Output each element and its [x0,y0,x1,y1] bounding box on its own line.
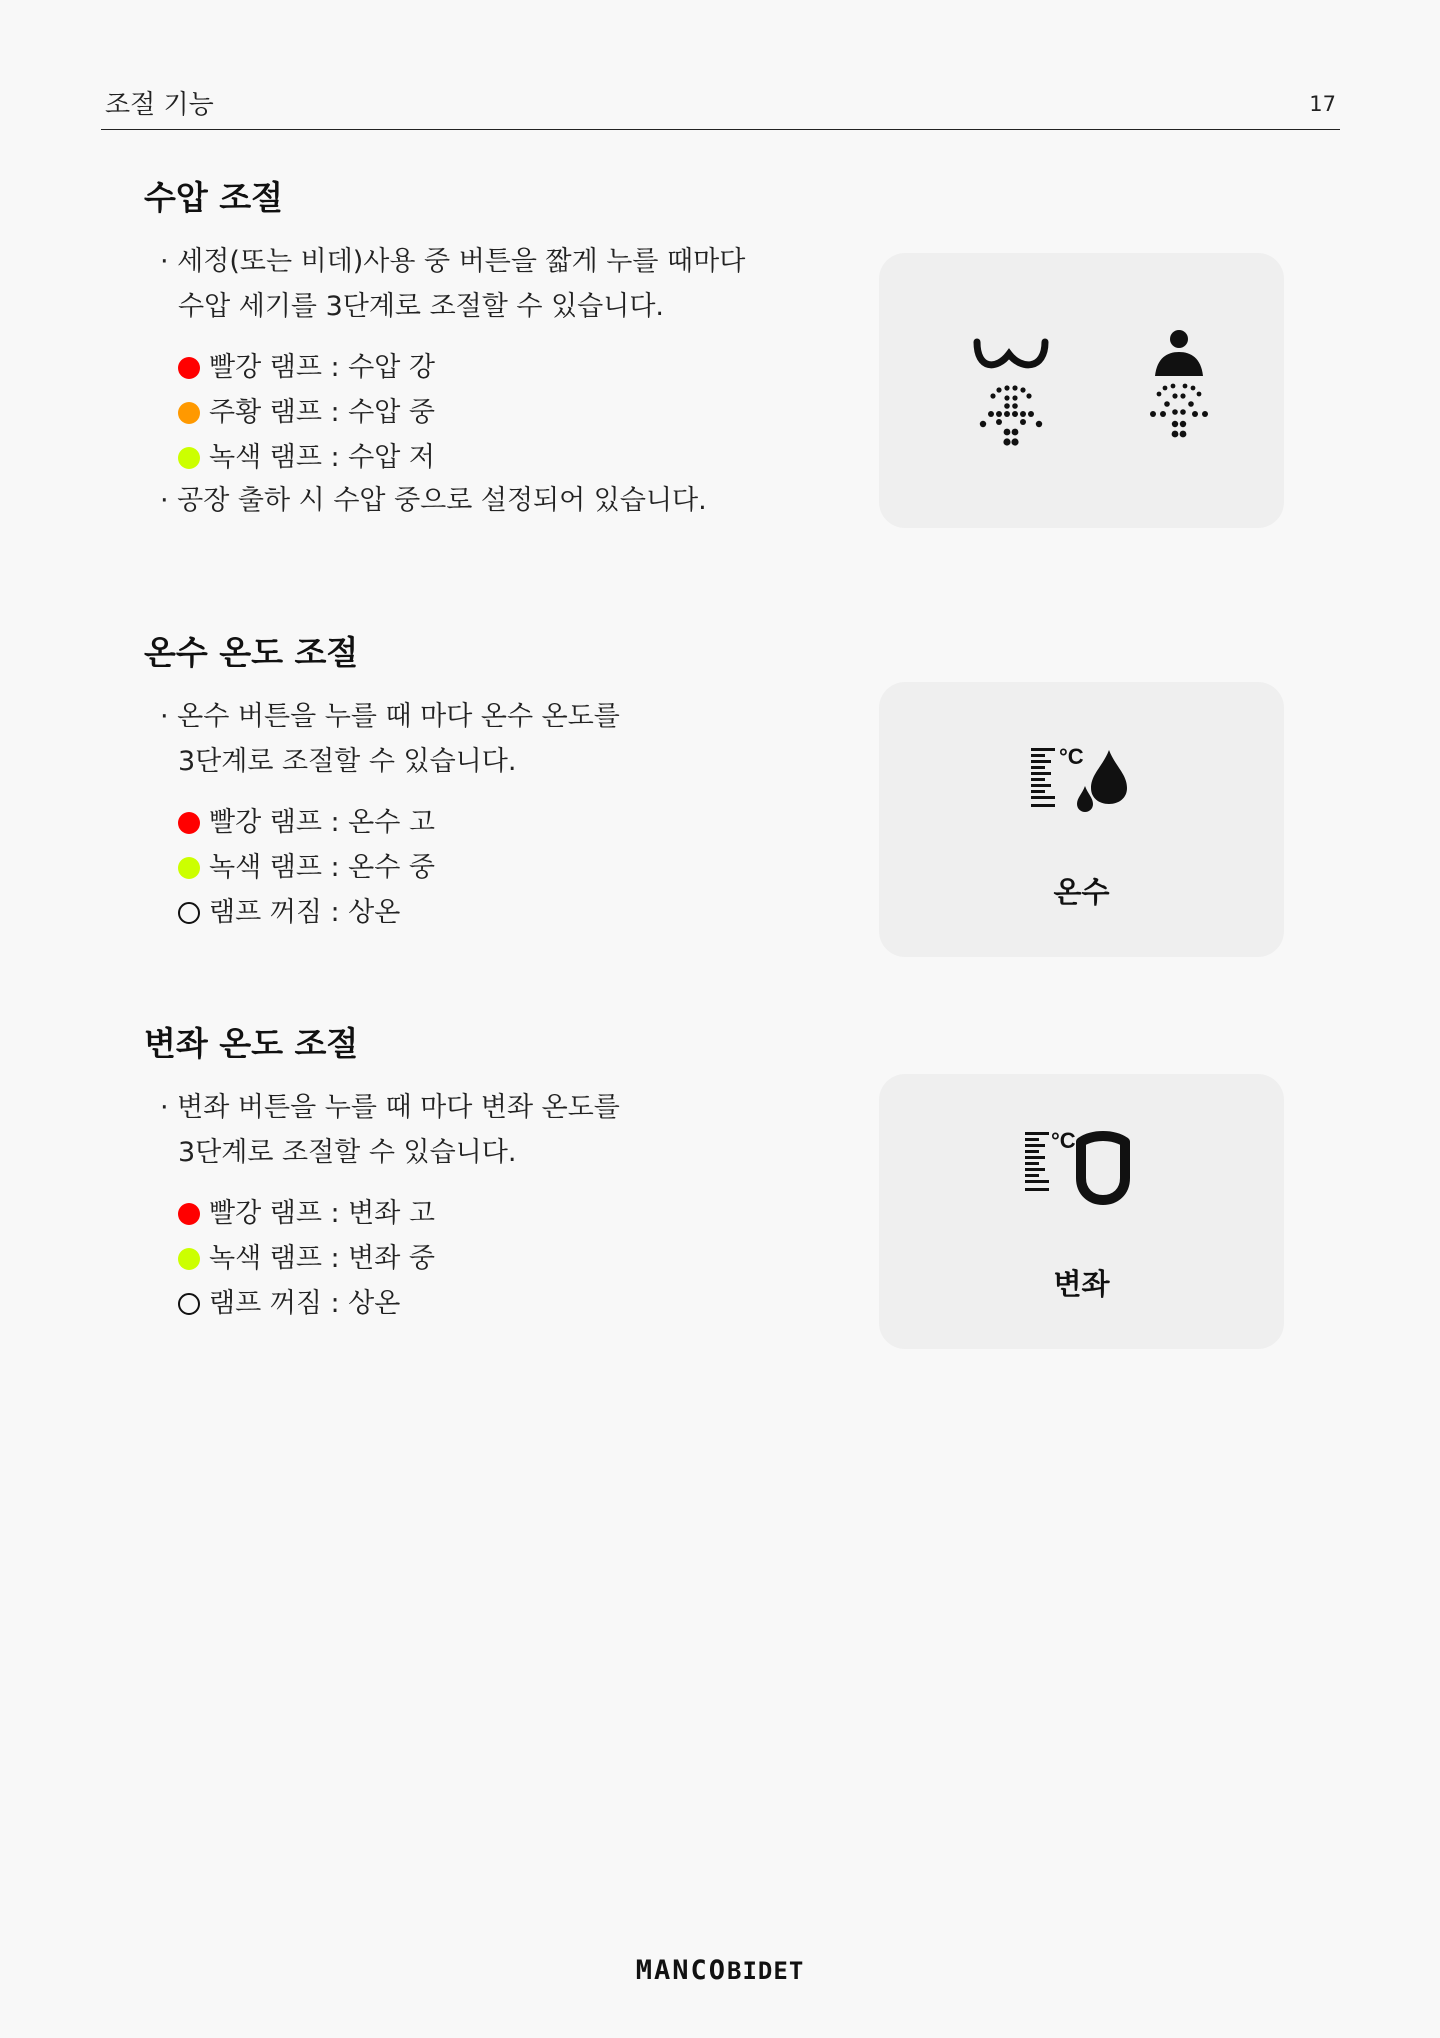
description-line-1: · 온수 버튼을 누를 때 마다 온수 온도를 [160,701,620,732]
water-pressure-card [879,253,1284,528]
lamp-text: 빨강 램프 : 수압 강 [209,352,436,383]
lamp-item [178,390,435,435]
description-line-1: · 변좌 버튼을 누를 때 마다 변좌 온도를 [160,1092,620,1123]
lamp-off-icon [178,1293,200,1315]
water-temperature-icon [1029,742,1149,832]
lamp-text: 녹색 램프 : 수압 저 [209,442,436,473]
lamp-item [178,845,435,890]
water-temperature-card [879,682,1284,957]
green-lamp-icon [178,1248,200,1270]
description [160,239,745,329]
lamp-text: 램프 꺼짐 : 상온 [209,897,401,928]
lamp-text: 주황 램프 : 수압 중 [209,397,436,428]
celsius-unit: °C [1051,1128,1076,1153]
red-lamp-icon [178,1203,200,1225]
lamp-item [178,1191,435,1236]
lamp-list [178,800,435,935]
brand-name-light: BIDET [727,1957,805,1985]
green-lamp-icon [178,447,200,469]
lamp-item [178,345,435,390]
cleansing-spray-icon [1143,328,1223,458]
lamp-text: 녹색 램프 : 온수 중 [209,852,436,883]
factory-note: · 공장 출하 시 수압 중으로 설정되어 있습니다. [160,485,707,516]
seat-temperature-card [879,1074,1284,1349]
description-line-2: 3단계로 조절할 수 있습니다. [178,1137,517,1168]
card-label: 변좌 [1053,1267,1110,1301]
red-lamp-icon [178,357,200,379]
celsius-unit: °C [1059,744,1084,769]
lamp-text: 빨강 램프 : 변좌 고 [209,1198,436,1229]
page-header [101,82,1340,130]
lamp-list [178,345,435,480]
lamp-item [178,1281,435,1326]
lamp-list [178,1191,435,1326]
green-lamp-icon [178,857,200,879]
lamp-item [178,890,435,935]
description [160,694,620,784]
page-number: 17 [1309,92,1336,116]
bidet-spray-icon [969,328,1059,458]
description [160,1085,620,1175]
section-title: 수압 조절 [144,178,284,217]
lamp-text: 녹색 램프 : 변좌 중 [209,1243,436,1274]
section-title: 온수 온도 조절 [144,633,359,672]
description-line-2: 3단계로 조절할 수 있습니다. [178,746,517,777]
lamp-off-icon [178,902,200,924]
header-title: 조절 기능 [105,90,214,120]
description-line-1: · 세정(또는 비데)사용 중 버튼을 짧게 누를 때마다 [160,246,746,277]
seat-temperature-icon [1023,1126,1153,1216]
lamp-text: 빨강 램프 : 온수 고 [209,807,436,838]
section-title: 변좌 온도 조절 [144,1024,359,1063]
card-label: 온수 [1053,875,1110,909]
brand-logo [0,1955,1440,1986]
lamp-item [178,1236,435,1281]
lamp-item [178,435,435,480]
description-line-2: 수압 세기를 3단계로 조절할 수 있습니다. [178,291,664,322]
brand-name-bold: MANCO [635,1955,728,1986]
lamp-text: 램프 꺼짐 : 상온 [209,1288,401,1319]
lamp-item [178,800,435,845]
orange-lamp-icon [178,402,200,424]
red-lamp-icon [178,812,200,834]
